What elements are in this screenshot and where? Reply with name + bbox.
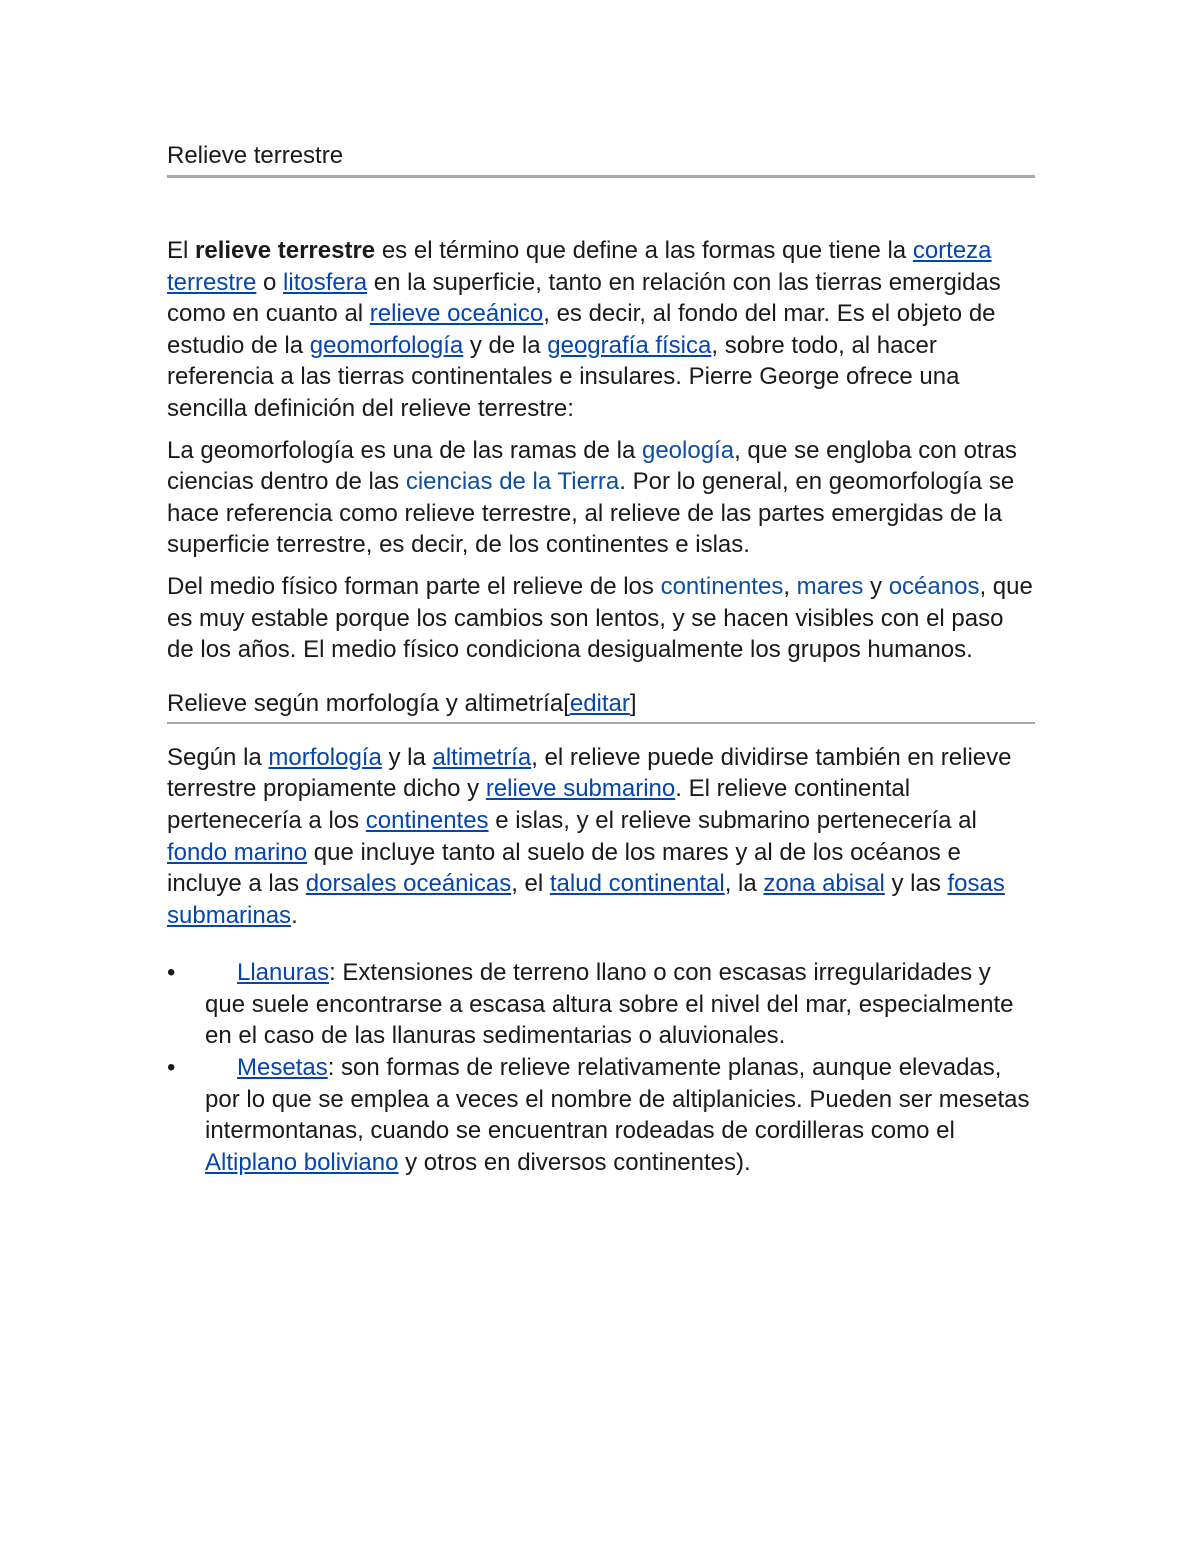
link-continentes[interactable]: continentes — [660, 572, 784, 600]
text: o — [256, 268, 284, 296]
text: , sobre todo, al hacer referencia a las tierras continentales e insulares. Pierre George ofrece una sencilla definición del relieve terrestre: — [167, 331, 960, 422]
link-altiplano-boliviano[interactable]: Altiplano boliviano — [205, 1148, 399, 1176]
link-mesetas[interactable]: Mesetas — [237, 1054, 328, 1082]
link-zona-abisal[interactable]: zona abisal — [763, 870, 885, 898]
edit-bracket: ] — [629, 689, 637, 717]
text: y de la — [463, 331, 548, 359]
text: y otros en diversos continentes). — [398, 1148, 751, 1176]
text: que incluye tanto al suelo de los mares y al de los océanos e incluye a las — [167, 838, 961, 898]
paragraph-intro — [167, 235, 1035, 425]
edit-link[interactable]: editar — [569, 689, 630, 717]
heading-text: Relieve según morfología y altimetría — [167, 689, 564, 717]
list-item-llanuras — [167, 957, 1035, 1052]
text: : Extensiones de terreno llano o con escasas irregularidades y que suele encontrarse a escasa altura sobre el nivel del mar, especialmente en el caso de las llanuras sedimentarias o aluvionales. — [205, 959, 1014, 1050]
link-geomorfologia[interactable]: geomorfología — [309, 331, 464, 359]
text: , el relieve puede dividirse también en relieve terrestre propiamente dicho y — [167, 743, 1012, 803]
link-continentes-2[interactable]: continentes — [365, 806, 489, 834]
link-relieve-submarino[interactable]: relieve submarino — [485, 775, 676, 803]
text: y la — [381, 743, 433, 771]
paragraph-medio-fisico — [167, 571, 1035, 666]
text: . — [291, 901, 298, 929]
paragraph-quote — [167, 435, 1035, 561]
text: , es decir, al fondo del mar. Es el objeto de estudio de la — [167, 300, 996, 359]
text: La geomorfología es una de las ramas de la — [167, 436, 642, 464]
link-litosfera[interactable]: litosfera — [283, 268, 368, 296]
text: Según la — [167, 743, 269, 771]
link-geografia-fisica[interactable]: geografía física — [547, 331, 712, 359]
text: y las — [884, 870, 948, 898]
link-altimetria[interactable]: altimetría — [432, 743, 532, 771]
text: . El relieve continental pertenecería a los — [167, 775, 911, 834]
link-llanuras[interactable]: Llanuras — [237, 959, 330, 987]
bold-term: relieve terrestre — [195, 237, 376, 264]
text: , que es muy estable porque los cambios son lentos, y se hacen visibles con el paso de los años. El medio físico condiciona desigualmente los grupos humanos. — [167, 572, 1033, 664]
section-heading-relieve-terrestre: Relieve terrestre — [167, 142, 344, 169]
link-geologia[interactable]: geología — [641, 436, 735, 464]
text: Del medio físico forman parte el relieve de los — [167, 572, 661, 600]
list-item-mesetas — [167, 1052, 1035, 1178]
text: : son formas de relieve relativamente planas, aunque elevadas, por lo que se emplea a veces el nombre de altiplanicies. Pueden ser mesetas intermontanas, cuando se encuentran rodeadas de cordilleras como el — [205, 1054, 1030, 1145]
text: e islas, y el relieve submarino pertenecería al — [488, 806, 977, 834]
text: , el — [511, 870, 550, 898]
heading-underline — [167, 175, 1035, 178]
link-relieve-oceanico[interactable]: relieve oceánico — [369, 300, 544, 328]
bullet-icon: • — [167, 1054, 176, 1082]
link-dorsales-oceanicas[interactable]: dorsales oceánicas — [305, 870, 512, 898]
paragraph-morfologia — [167, 742, 1035, 932]
text: es el término que define a las formas que tiene la — [375, 237, 913, 264]
text: , que se engloba con otras ciencias dentro de las — [167, 436, 1017, 496]
link-ciencias-de-la-tierra[interactable]: ciencias de la Tierra — [405, 468, 620, 496]
text: , — [783, 572, 797, 600]
link-oceanos[interactable]: océanos — [888, 572, 980, 600]
text: El — [167, 237, 196, 264]
text: . Por lo general, en geomorfología se hace referencia como relieve terrestre, al relieve de las partes emergidas de la superficie terrestre, es decir, de los continentes e islas. — [167, 468, 1015, 559]
relief-types-list — [167, 957, 1035, 1178]
text: , la — [724, 870, 764, 898]
section-heading-morfologia — [167, 688, 1035, 720]
link-corteza-terrestre[interactable]: corteza terrestre — [167, 237, 992, 296]
link-mares[interactable]: mares — [796, 572, 864, 600]
link-talud-continental[interactable]: talud continental — [549, 870, 725, 898]
link-fondo-marino[interactable]: fondo marino — [167, 838, 308, 866]
heading-underline — [167, 722, 1035, 724]
document-page — [167, 140, 1035, 1178]
text: y — [863, 572, 889, 600]
link-fosas-submarinas[interactable]: fosas submarinas — [167, 870, 1005, 929]
text: en la superficie, tanto en relación con las tierras emergidas como en cuanto al — [167, 268, 1001, 328]
link-morfologia[interactable]: morfología — [268, 743, 382, 771]
edit-bracket: [ — [563, 689, 570, 717]
bullet-icon: • — [167, 959, 176, 987]
